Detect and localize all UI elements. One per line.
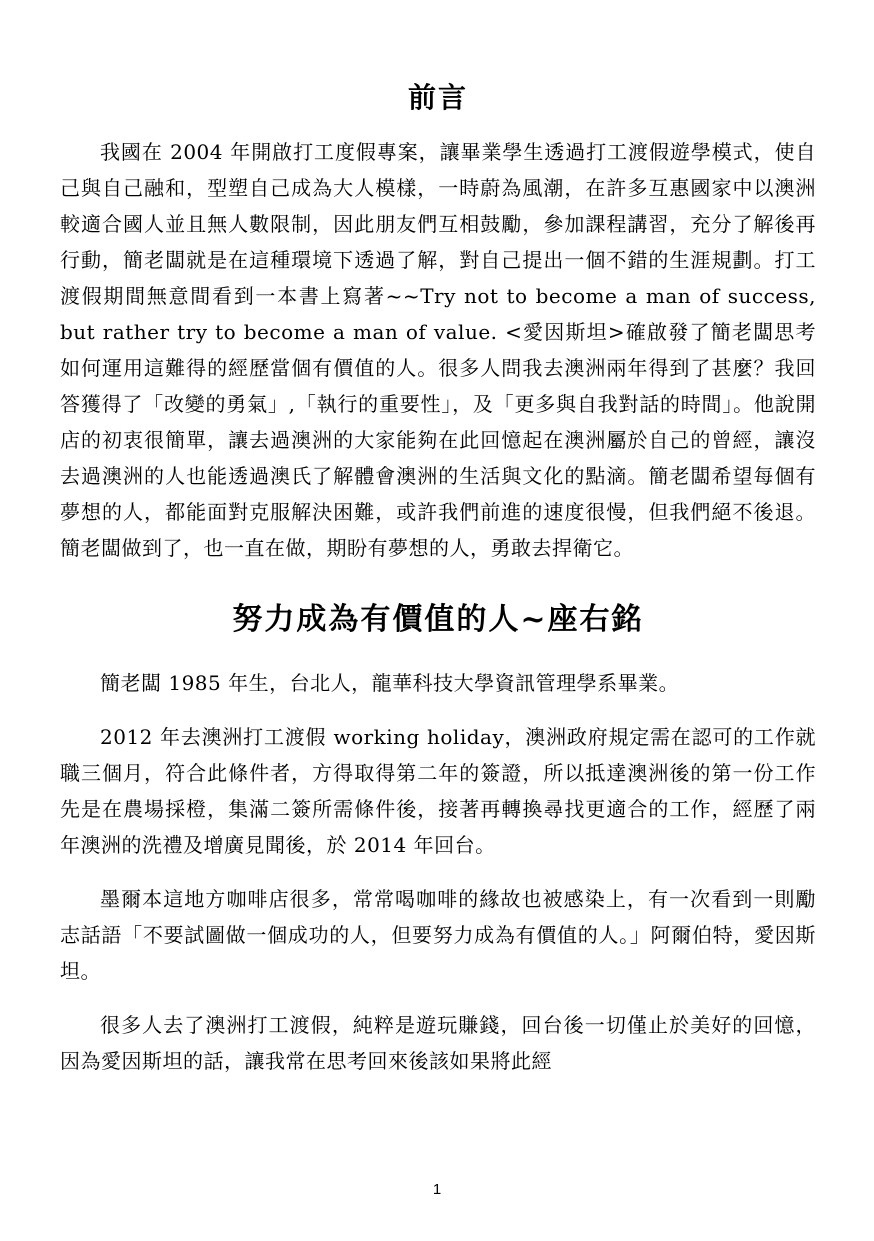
page-number: 1 — [432, 1181, 442, 1198]
reflection-paragraph: 很多人去了澳洲打工渡假，純粹是遊玩賺錢，回台後一切僅止於美好的回憶，因為愛因斯坦的話，讓我常在思考回來後該如果將此經 — [60, 1013, 816, 1074]
motto-section-title: 努力成為有價值的人~座右銘 — [232, 602, 644, 638]
document-page — [60, 80, 816, 1079]
preface-title: 前言 — [407, 81, 468, 114]
bio-paragraph: 簡老闆 1985 年生，台北人，龍華科技大學資訊管理學系畢業。 — [100, 671, 680, 696]
preface-paragraph: 我國在 2004 年開啟打工度假專案，讓畢業學生透過打工渡假遊學模式，使自己與自己融和，型塑自己成為大人模樣，一時蔚為風潮，在許多互惠國家中以澳洲較適合國人並且無人數限制，因此朋友們互相鼓勵，參加課程講習，充分了解後再行動，簡老闆就是在這種環境下透過了解，對自己提出一個不錯的生涯規劃。打工渡假期間無意間看到一本書上寫著~~Try not to become a man of success, but rather try to become a man of value. <愛因斯坦>確啟發了簡老闆思考如何運用這難得的經歷當個有價值的人。很多人問我去澳洲兩年得到了甚麼？我回答獲得了「改變的勇氣」,「執行的重要性」，及「更多與自我對話的時間」。他說開店的初衷很簡單，讓去過澳洲的大家能夠在此回憶起在澳洲屬於自己的曾經，讓沒去過澳洲的人也能透過澳氏了解體會澳洲的生活與文化的點滴。簡老闆希望每個有夢想的人，都能面對克服解決困難，或許我們前進的速度很慢，但我們絕不後退。簡老闆做到了，也一直在做，期盼有夢想的人，勇敢去捍衛它。 — [60, 140, 816, 561]
melbourne-coffee-paragraph: 墨爾本這地方咖啡店很多，常常喝咖啡的緣故也被感染上，有一次看到一則勵志話語「不要試圖做一個成功的人，但要努力成為有價值的人。」阿爾伯特，愛因斯坦。 — [60, 887, 816, 984]
working-holiday-paragraph: 2012 年去澳洲打工渡假 working holiday，澳洲政府規定需在認可的工作就職三個月，符合此條件者，方得取得第二年的簽證，所以抵達澳洲後的第一份工作先是在農場採橙，集滿二簽所需條件後，接著再轉換尋找更適合的工作，經歷了兩年澳洲的洗禮及增廣見聞後，於 2014 年回台。 — [60, 725, 816, 858]
